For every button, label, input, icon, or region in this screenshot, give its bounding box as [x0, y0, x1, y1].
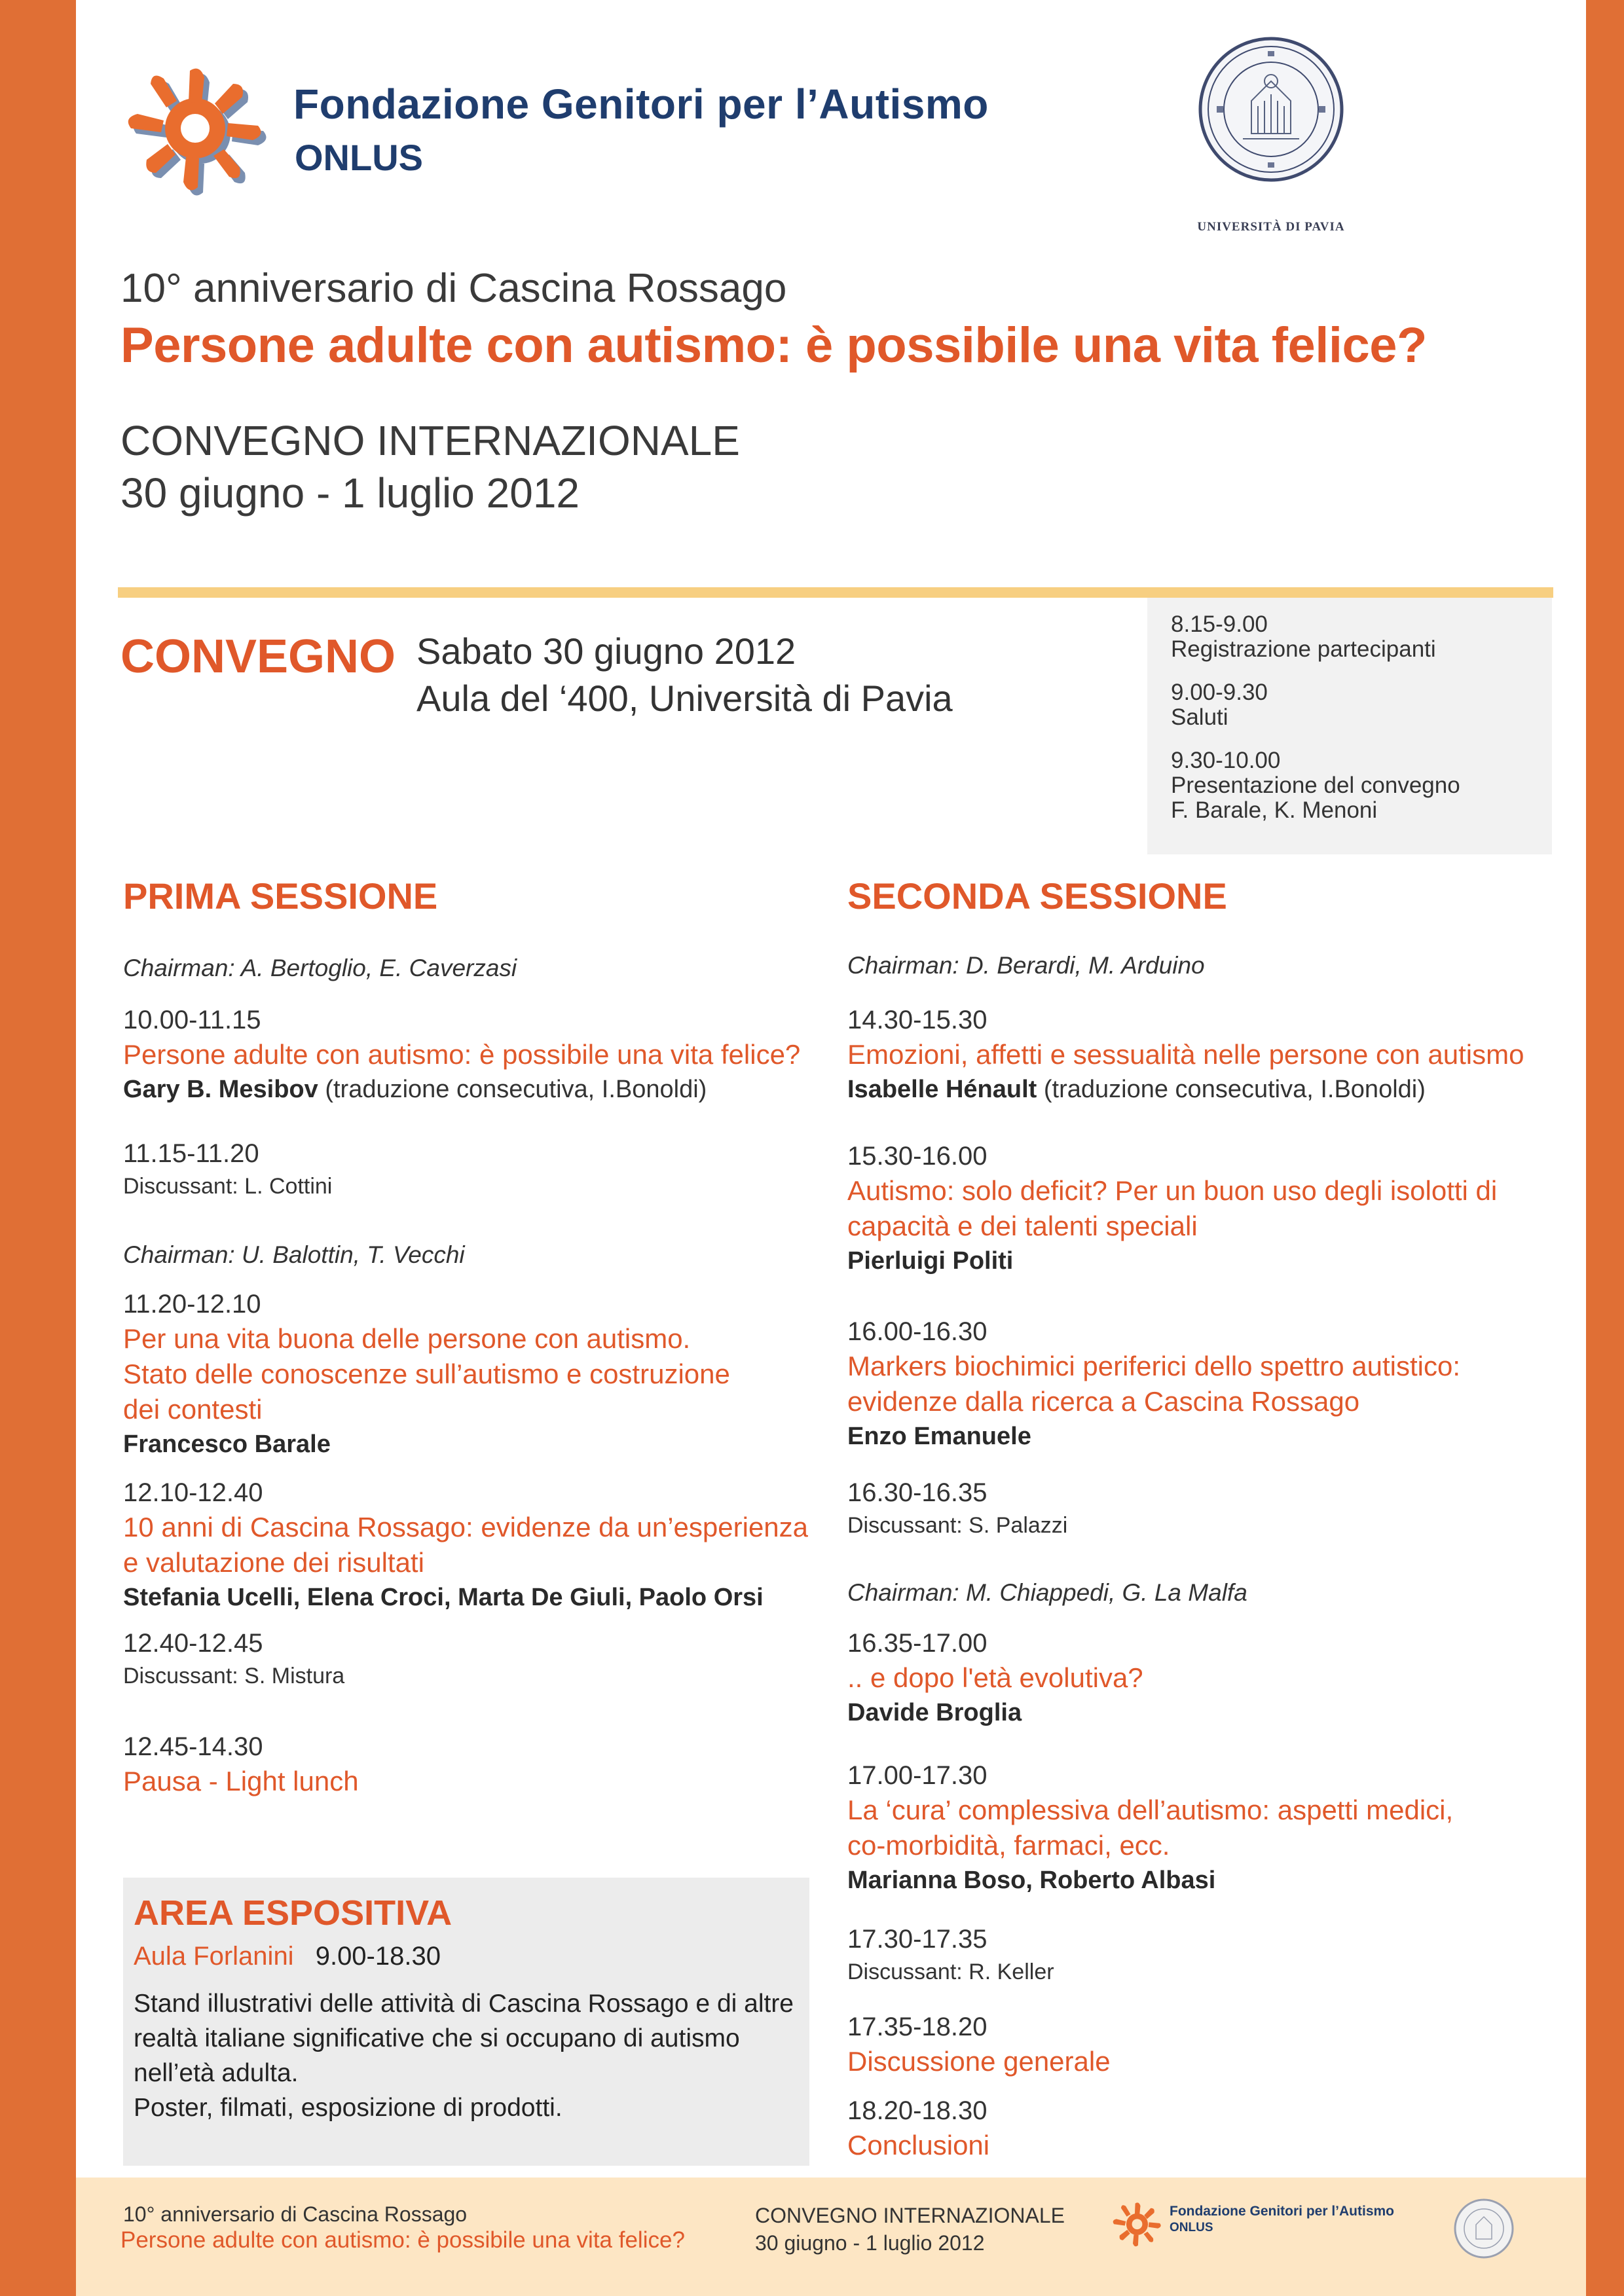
- schedule-item: [1171, 612, 1528, 662]
- footer-org-sub: ONLUS: [1170, 2221, 1213, 2234]
- talk-time: 17.30-17.35: [847, 1925, 987, 1954]
- discussant-text: Discussant: R. Keller: [847, 1959, 1054, 1984]
- talk-title: co-morbidità, farmaci, ecc.: [847, 1830, 1170, 1861]
- talk: [123, 1003, 800, 1106]
- talk-title: 10 anni di Cascina Rossago: evidenze da un’esperienza: [123, 1512, 809, 1542]
- speaker-note: (traduzione consecutiva, I.Bonoldi): [1037, 1076, 1426, 1103]
- anniversary-line: 10° anniversario di Cascina Rossago: [120, 266, 787, 311]
- schedule-time: 9.00-9.30: [1171, 680, 1268, 705]
- talk-time: 12.10-12.40: [123, 1478, 263, 1507]
- seconda-sessione: [847, 875, 1561, 2160]
- talk: [847, 1139, 1497, 1278]
- discussant-text: Discussant: S. Palazzi: [847, 1513, 1068, 1538]
- schedule-time: 9.30-10.00: [1171, 748, 1281, 773]
- area-title: AREA ESPOSITIVA: [134, 1893, 452, 1933]
- conference-dates: 30 giugno - 1 luglio 2012: [120, 469, 580, 517]
- talk-time: 16.00-16.30: [847, 1317, 987, 1346]
- talk-time: 16.35-17.00: [847, 1629, 987, 1658]
- talk-title: Emozioni, affetti e sessualità nelle persone con autismo: [847, 1039, 1524, 1070]
- area-espositiva: [123, 1878, 809, 2166]
- pause: [123, 1730, 359, 1799]
- area-time: 9.00-18.30: [315, 1942, 441, 1971]
- speaker-name: Gary B. Mesibov: [123, 1076, 318, 1103]
- talk-title: capacità e dei talenti speciali: [847, 1211, 1198, 1241]
- talk-time: 12.40-12.45: [123, 1629, 263, 1658]
- footer-conference-type: CONVEGNO INTERNAZIONALE: [755, 2204, 1065, 2227]
- area-place-time: [134, 1938, 799, 1975]
- speaker-name: Marianna Boso, Roberto Albasi: [847, 1867, 1216, 1894]
- footer-anniversary: 10° anniversario di Cascina Rossago: [123, 2202, 468, 2226]
- convegno-place: Aula del ‘400, Università di Pavia: [416, 678, 953, 719]
- discussant-text: Discussant: L. Cottini: [123, 1174, 333, 1199]
- area-place: Aula Forlanini: [134, 1942, 294, 1971]
- schedule-time: 8.15-9.00: [1171, 611, 1268, 637]
- chairman: [847, 1579, 1247, 1607]
- chairman: [123, 1241, 465, 1269]
- footer-seal-icon: [1451, 2196, 1517, 2261]
- chairman-text: Chairman: M. Chiappedi, G. La Malfa: [847, 1579, 1247, 1606]
- footer-title: Persone adulte con autismo: è possibile una vita felice?: [120, 2227, 685, 2253]
- speaker-note: (traduzione consecutiva, I.Bonoldi): [318, 1076, 707, 1103]
- schedule-item: [1171, 680, 1528, 730]
- talk: [847, 1758, 1453, 1897]
- talk-time: 14.30-15.30: [847, 1006, 987, 1034]
- talk-speaker: [847, 1419, 1460, 1453]
- org-name: Fondazione Genitori per l’Autismo: [293, 81, 989, 128]
- talk-title: Autismo: solo deficit? Per un buon uso degli isolotti di: [847, 1175, 1498, 1206]
- discussant: [123, 1137, 332, 1202]
- talk-speaker: [123, 1072, 800, 1106]
- conference-type: CONVEGNO INTERNAZIONALE: [120, 417, 740, 464]
- talk-speaker: [123, 1580, 808, 1614]
- talk-speaker: [847, 1696, 1143, 1730]
- chairman-text: Chairman: A. Bertoglio, E. Caverzasi: [123, 955, 517, 981]
- speaker-name: Francesco Barale: [123, 1430, 331, 1458]
- talk-title: La ‘cura’ complessiva dell’autismo: aspetti medici,: [847, 1795, 1454, 1825]
- talk-speaker: [847, 1072, 1524, 1106]
- talk-title: .. e dopo l'età evolutiva?: [847, 1662, 1143, 1693]
- talk: [123, 1476, 808, 1614]
- chairman-text: Chairman: D. Berardi, M. Arduino: [847, 952, 1205, 979]
- chairman: [123, 955, 517, 982]
- talk-title: Stato delle conoscenze sull’autismo e costruzione: [123, 1358, 730, 1389]
- org-sub: ONLUS: [295, 137, 423, 178]
- speaker-name: Stefania Ucelli, Elena Croci, Marta De Giuli, Paolo Orsi: [123, 1584, 764, 1611]
- talk-title: evidenze dalla ricerca a Cascina Rossago: [847, 1386, 1360, 1417]
- talk-speaker: [847, 1244, 1497, 1278]
- prima-sessione: [123, 875, 843, 1796]
- talk-title: Per una vita buona delle persone con autismo.: [123, 1323, 691, 1354]
- conclusions: [847, 2094, 989, 2163]
- footer-org-name: Fondazione Genitori per l’Autismo: [1170, 2204, 1395, 2219]
- talk-speaker: [847, 1863, 1453, 1897]
- speaker-name: Pierluigi Politi: [847, 1247, 1014, 1275]
- right-border: [1586, 0, 1624, 2296]
- university-seal-icon: [1197, 35, 1345, 183]
- left-border: [0, 0, 76, 2296]
- main-title: Persone adulte con autismo: è possibile una vita felice?: [120, 318, 1427, 373]
- area-description: [134, 1986, 799, 2125]
- footer-logo-icon: [1109, 2198, 1168, 2251]
- foundation-logo-icon: [118, 58, 282, 202]
- intro-schedule: [1147, 598, 1552, 854]
- footer-dates: 30 giugno - 1 luglio 2012: [755, 2231, 985, 2255]
- talk-title: e valutazione dei risultati: [123, 1547, 424, 1578]
- speaker-name: Enzo Emanuele: [847, 1423, 1031, 1450]
- session-title: PRIMA SESSIONE: [123, 875, 438, 917]
- discussant: [847, 1476, 1067, 1541]
- session-title: SECONDA SESSIONE: [847, 875, 1227, 917]
- schedule-text: Presentazione del convegno: [1171, 773, 1460, 798]
- speaker-name: Isabelle Hénault: [847, 1076, 1037, 1103]
- talk-title: Conclusioni: [847, 2130, 990, 2160]
- talk: [847, 1003, 1524, 1106]
- talk-time: 17.00-17.30: [847, 1761, 987, 1790]
- talk-title: Discussione generale: [847, 2046, 1111, 2077]
- area-text-line: Stand illustrativi delle attività di Cascina Rossago e di altre: [134, 1990, 794, 2018]
- convegno-label: CONVEGNO: [120, 630, 396, 683]
- talk: [847, 1626, 1143, 1730]
- talk-time: 16.30-16.35: [847, 1478, 987, 1507]
- discussant-text: Discussant: S. Mistura: [123, 1664, 345, 1688]
- area-text-line: nell’età adulta.: [134, 2059, 299, 2087]
- talk-time: 18.20-18.30: [847, 2096, 987, 2125]
- area-text-line: realtà italiane significative che si occupano di autismo: [134, 2024, 740, 2052]
- discussant: [847, 1922, 1054, 1988]
- talk-speaker: [123, 1427, 730, 1461]
- talk: [123, 1287, 730, 1461]
- discussant: [123, 1626, 344, 1692]
- schedule-text: F. Barale, K. Menoni: [1171, 797, 1378, 823]
- talk-time: 17.35-18.20: [847, 2013, 987, 2041]
- talk-title: Persone adulte con autismo: è possibile una vita felice?: [123, 1039, 801, 1070]
- divider: [118, 587, 1553, 598]
- chairman-text: Chairman: U. Balottin, T. Vecchi: [123, 1241, 465, 1268]
- schedule-item: [1171, 748, 1528, 823]
- convegno-day: Sabato 30 giugno 2012: [416, 630, 796, 672]
- speaker-name: Davide Broglia: [847, 1699, 1022, 1726]
- general-discussion: [847, 2010, 1111, 2079]
- talk: [847, 1315, 1460, 1453]
- talk-time: 11.20-12.10: [123, 1290, 261, 1319]
- pause-text: Pausa - Light lunch: [123, 1766, 359, 1796]
- talk-title: Markers biochimici periferici dello spettro autistico:: [847, 1351, 1460, 1381]
- talk-title: dei contesti: [123, 1394, 263, 1425]
- chairman: [847, 952, 1205, 979]
- talk-time: 12.45-14.30: [123, 1732, 263, 1761]
- footer: [76, 2178, 1586, 2296]
- talk-time: 10.00-11.15: [123, 1006, 261, 1034]
- seal-caption: UNIVERSITÀ DI PAVIA: [1197, 220, 1345, 234]
- schedule-text: Saluti: [1171, 704, 1228, 730]
- talk-time: 11.15-11.20: [123, 1139, 259, 1168]
- talk-time: 15.30-16.00: [847, 1142, 987, 1171]
- area-text-line: Poster, filmati, esposizione di prodotti.: [134, 2094, 563, 2122]
- schedule-text: Registrazione partecipanti: [1171, 636, 1436, 662]
